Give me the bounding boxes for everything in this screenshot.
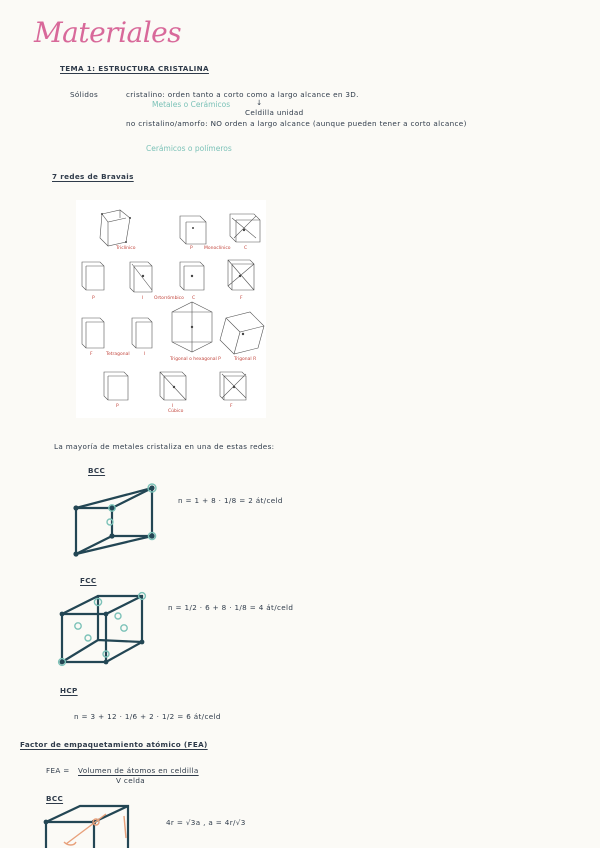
fea-bcc-cube-diagram — [36, 802, 140, 848]
fea-denominator: V celda — [116, 776, 145, 785]
fea-bcc-formula: 4r = √3a , a = 4r/√3 — [166, 818, 246, 827]
solidos-label: Sólidos — [70, 90, 99, 99]
bravais-lattices-drawing — [76, 200, 266, 418]
hcp-formula: n = 3 + 12 · 1/6 + 2 · 1/2 = 6 át/celd — [74, 712, 221, 721]
fea-heading: Factor de empaquetamiento atómico (FEA) — [20, 740, 208, 749]
bcc-formula: n = 1 + 8 · 1/8 = 2 át/celd — [178, 496, 283, 505]
ceramicos-polimeros-text: Cerámicos o polímeros — [146, 144, 232, 153]
label-p2: P — [92, 296, 95, 301]
bcc-label: BCC — [88, 466, 106, 475]
page-title: Materiales — [34, 16, 182, 49]
label-ortorrombico: Ortorrómbico — [154, 296, 184, 301]
hcp-label: HCP — [60, 686, 78, 695]
label-c1: C — [244, 246, 248, 251]
label-tetragonal: Tetragonal — [106, 352, 130, 357]
label-trigonal-hex: Trigonal o hexagonal P — [170, 357, 221, 362]
label-triclinico: Triclínico — [116, 246, 136, 251]
no-cristalino-text: no cristalino/amorfo: NO orden a largo alcance (aunque pueden tener a corto alcance) — [126, 119, 467, 128]
label-p3: P — [116, 404, 119, 409]
fea-bcc-label: BCC — [46, 794, 64, 803]
label-i1: I — [142, 296, 144, 301]
mayoria-text: La mayoría de metales cristaliza en una de estas redes: — [54, 442, 275, 451]
fea-numerator: Volumen de átomos en celdilla — [78, 766, 199, 775]
celdilla-text: Celdilla unidad — [245, 108, 304, 117]
label-trigonal: Trigonal R — [234, 357, 257, 362]
label-p1: P — [190, 246, 193, 251]
bravais-heading: 7 redes de Bravais — [52, 172, 134, 181]
fcc-cube-diagram — [54, 588, 158, 668]
fcc-formula: n = 1/2 · 6 + 8 · 1/8 = 4 át/celd — [168, 603, 294, 612]
label-i2: I — [144, 352, 146, 357]
metales-ceramicos-text: Metales o Cerámicos — [152, 100, 231, 109]
label-f2: F — [90, 352, 93, 357]
fcc-label: FCC — [80, 576, 97, 585]
label-f3: F — [230, 404, 233, 409]
cristalino-text: cristalino: orden tanto a corto como a largo alcance en 3D. — [126, 90, 359, 99]
topic-heading: TEMA 1: ESTRUCTURA CRISTALINA — [60, 64, 209, 73]
label-cubico: Cúbico — [168, 409, 184, 414]
label-i3: I — [172, 404, 174, 409]
down-arrow: ↓ — [256, 98, 263, 107]
bcc-cube-diagram — [60, 478, 170, 562]
label-c2: C — [192, 296, 196, 301]
bravais-lattices-figure — [76, 200, 266, 418]
label-monoclinico: Monoclínico — [204, 246, 231, 251]
fea-label: FEA = — [46, 766, 70, 775]
label-f1: F — [240, 296, 243, 301]
